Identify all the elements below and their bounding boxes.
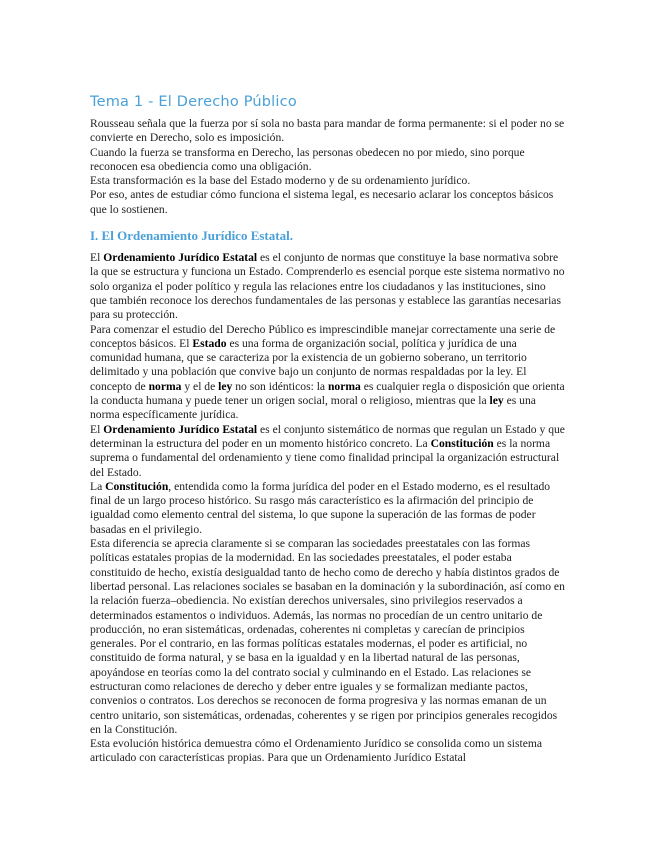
text-run: La bbox=[90, 479, 106, 493]
bold-term: norma bbox=[327, 379, 361, 393]
text-run: es el conjunto sistemático de normas que regulan un Estado y que determinan la estructura del poder en un momento histórico concreto. La bbox=[90, 422, 565, 450]
bold-term: Constitución bbox=[430, 436, 494, 450]
bold-term: Constitución bbox=[105, 479, 169, 493]
paragraph-conceptos bbox=[90, 323, 565, 423]
section-heading: I. El Ordenamiento Jurídico Estatal. bbox=[90, 228, 293, 244]
intro-paragraph-4: Por eso, antes de estudiar cómo funciona el sistema legal, es necesario aclarar los conceptos básicos que lo sostienen. bbox=[90, 188, 554, 216]
bold-term: ley bbox=[218, 379, 233, 393]
text-run: Para comenzar el estudio del Derecho Público es imprescindible manejar correctamente una serie de conceptos básicos. El bbox=[90, 322, 556, 350]
intro-paragraph-3: Esta transformación es la base del Estado moderno y de su ordenamiento jurídico. bbox=[90, 174, 471, 188]
intro-paragraph-1: Rousseau señala que la fuerza por sí sola no basta para mandar de forma permanente: si el poder no se convierte en Derecho, solo es imposición. bbox=[90, 117, 565, 145]
bold-term: Estado bbox=[192, 336, 227, 350]
text-run: no son idénticos: la bbox=[232, 379, 328, 393]
bold-term: norma bbox=[148, 379, 182, 393]
text-run: es cualquier regla o disposición que orienta la conducta humana y puede tener un origen social, moral o religioso, mientras que la bbox=[90, 379, 565, 408]
paragraph-diferencia: Esta diferencia se aprecia claramente si se comparan las sociedades preestatales con las formas políticas estatales propias de la modernidad. En las sociedades preestatales, el poder estaba constituido de hecho, existía desigualdad tanto de hecho como de derecho y había distintos grados de libertad personal. Las relaciones sociales se basaban en la dominación y la subordinación, así como en la relación fuerza–obediencia. No existían derechos universales, sino privilegios reservados a determinados estamentos o individuos. Además, las normas no procedían de un centro unitario de producción, no eran sistemáticas, ordenadas, coherentes ni completas y carecían de principios generales. Por el contrario, en las formas políticas estatales modernas, el poder es artificial, no constituido de forma natural, y se basa en la igualdad y en la libertad natural de las personas, apoyándose en teorías como la del contrato social y culminando en el Estado. Las relaciones se estructuran como relaciones de derecho y deber entre iguales y se formalizan mediante pactos, convenios o contratos. Los derechos se reconocen de forma progresiva y las normas emanan de un centro unitario, son sistemáticas, ordenadas, coherentes y se rigen por principios generales recogidos en la Constitución. bbox=[90, 537, 565, 736]
bold-term: Ordenamiento Jurídico Estatal bbox=[103, 251, 258, 265]
text-run: es el conjunto de normas que constituye la base normativa sobre la que se estructura y funciona un Estado. Comprenderlo es esencial porque este sistema normativo no solo organiza el poder político y regula las relaciones entre los ciudadanos y las instituciones, sino que también reconoce los derechos fundamentales de las personas y establece las garantías necesarias para su protección. bbox=[90, 251, 565, 322]
text-run: El bbox=[90, 251, 104, 265]
intro-paragraph-2: Cuando la fuerza se transforma en Derecho, las personas obedecen no por miedo, sino porque reconocen esa obediencia como una obligación. bbox=[90, 145, 525, 173]
paragraph-constitucion-forma bbox=[90, 480, 565, 537]
text-run: y el de bbox=[181, 379, 219, 393]
paragraph-ordenamiento bbox=[90, 251, 565, 322]
page-title: Tema 1 - El Derecho Público bbox=[90, 94, 297, 110]
bold-term: ley bbox=[489, 394, 504, 408]
text-run: es la norma suprema o fundamental del ordenamiento y tiene como finalidad principal la organización estructural del Estado. bbox=[90, 436, 560, 479]
text-run: , entendida como la forma jurídica del poder en el Estado moderno, es el resultado final de un largo proceso histórico. Su rasgo más característico es la afirmación del principio de igualdad como elemento central del sistema, lo que supone la superación de las formas de poder basadas en el privilegio. bbox=[90, 479, 551, 536]
text-run: El bbox=[90, 422, 104, 436]
paragraph-evolucion: Esta evolución histórica demuestra cómo el Ordenamiento Jurídico se consolida como un sistema articulado con características propias. Para que un Ordenamiento Jurídico Estatal bbox=[90, 737, 543, 765]
paragraph-constitucion-def bbox=[90, 423, 565, 480]
bold-term: Ordenamiento Jurídico Estatal bbox=[103, 422, 258, 436]
text-run: es una norma específicamente jurídica. bbox=[90, 394, 536, 422]
text-run: es una forma de organización social, política y jurídica de una comunidad humana, que se caracteriza por la existencia de un gobierno soberano, un territorio delimitado y una población que convive bajo un conjunto de normas respaldadas por la ley. El concepto de bbox=[90, 336, 527, 393]
